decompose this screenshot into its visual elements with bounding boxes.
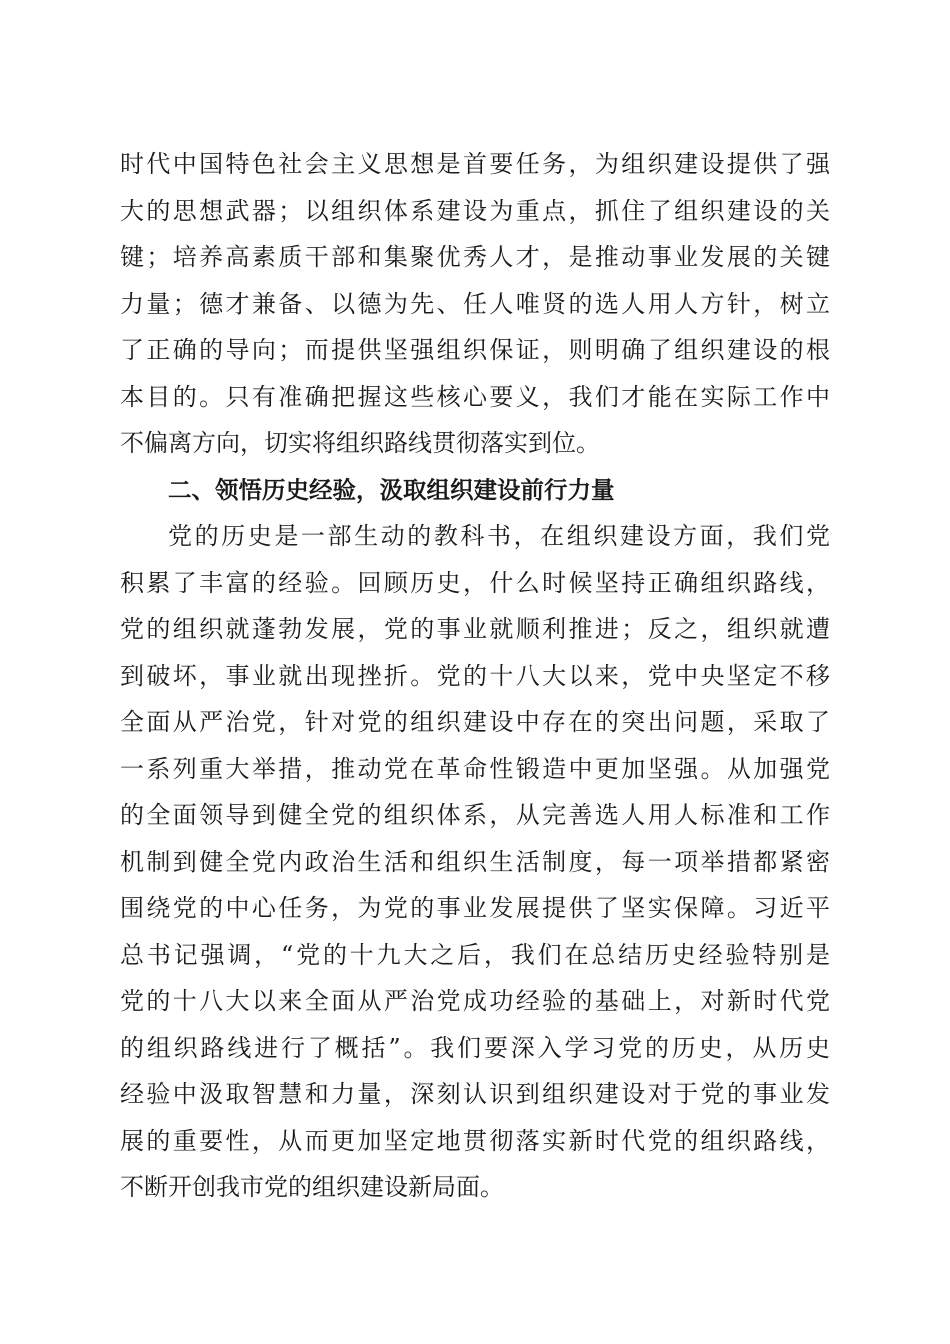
text-line: 大的思想武器；以组织体系建设为重点，抓住了组织建设的关 [120, 196, 830, 225]
text-line: 展的重要性，从而更加坚定地贯彻落实新时代党的组织路线， [120, 1126, 830, 1155]
text-line: 积累了丰富的经验。回顾历史，什么时候坚持正确组织路线， [120, 568, 830, 597]
text-line: 党的组织就蓬勃发展，党的事业就顺利推进；反之，组织就遭 [120, 615, 830, 643]
text-line: 不偏离方向，切实将组织路线贯彻落实到位。 [120, 429, 600, 457]
text-line: 不断开创我市党的组织建设新局面。 [120, 1173, 504, 1201]
text-line: 本目的。只有准确把握这些核心要义，我们才能在实际工作中 [120, 382, 830, 411]
text-line: 的组织路线进行了概括”。我们要深入学习党的历史，从历史 [120, 1033, 830, 1062]
paragraph-continuation [120, 141, 830, 467]
text-line: 机制到健全党内政治生活和组织生活制度，每一项举措都紧密 [120, 847, 830, 876]
paragraph-history [120, 513, 830, 1211]
text-line: 经验中汲取智慧和力量，深刻认识到组织建设对于党的事业发 [120, 1080, 830, 1108]
text-line: 到破坏，事业就出现挫折。党的十八大以来，党中央坚定不移 [120, 661, 830, 690]
text-line: 一系列重大举措，推动党在革命性锻造中更加坚强。从加强党 [120, 754, 830, 783]
text-line: 了正确的导向；而提供坚强组织保证，则明确了组织建设的根 [120, 336, 830, 364]
text-line: 总书记强调，“党的十九大之后，我们在总结历史经验特别是 [120, 940, 830, 969]
text-line: 党的十八大以来全面从严治党成功经验的基础上，对新时代党 [120, 987, 830, 1015]
text-line: 键；培养高素质干部和集聚优秀人才，是推动事业发展的关键 [120, 243, 830, 271]
text-line: 力量；德才兼备、以德为先、任人唯贤的选人用人方针，树立 [120, 289, 830, 318]
section-heading: 二、领悟历史经验，汲取组织建设前行力量 [168, 475, 615, 504]
text-line: 时代中国特色社会主义思想是首要任务，为组织建设提供了强 [120, 150, 830, 178]
text-line: 围绕党的中心任务，为党的事业发展提供了坚实保障。习近平 [120, 894, 830, 922]
document-page [120, 141, 830, 1211]
text-line: 党的历史是一部生动的教科书，在组织建设方面，我们党 [168, 522, 830, 550]
text-line: 全面从严治党，针对党的组织建设中存在的突出问题，采取了 [120, 708, 830, 736]
text-line: 的全面领导到健全党的组织体系，从完善选人用人标准和工作 [120, 801, 830, 829]
